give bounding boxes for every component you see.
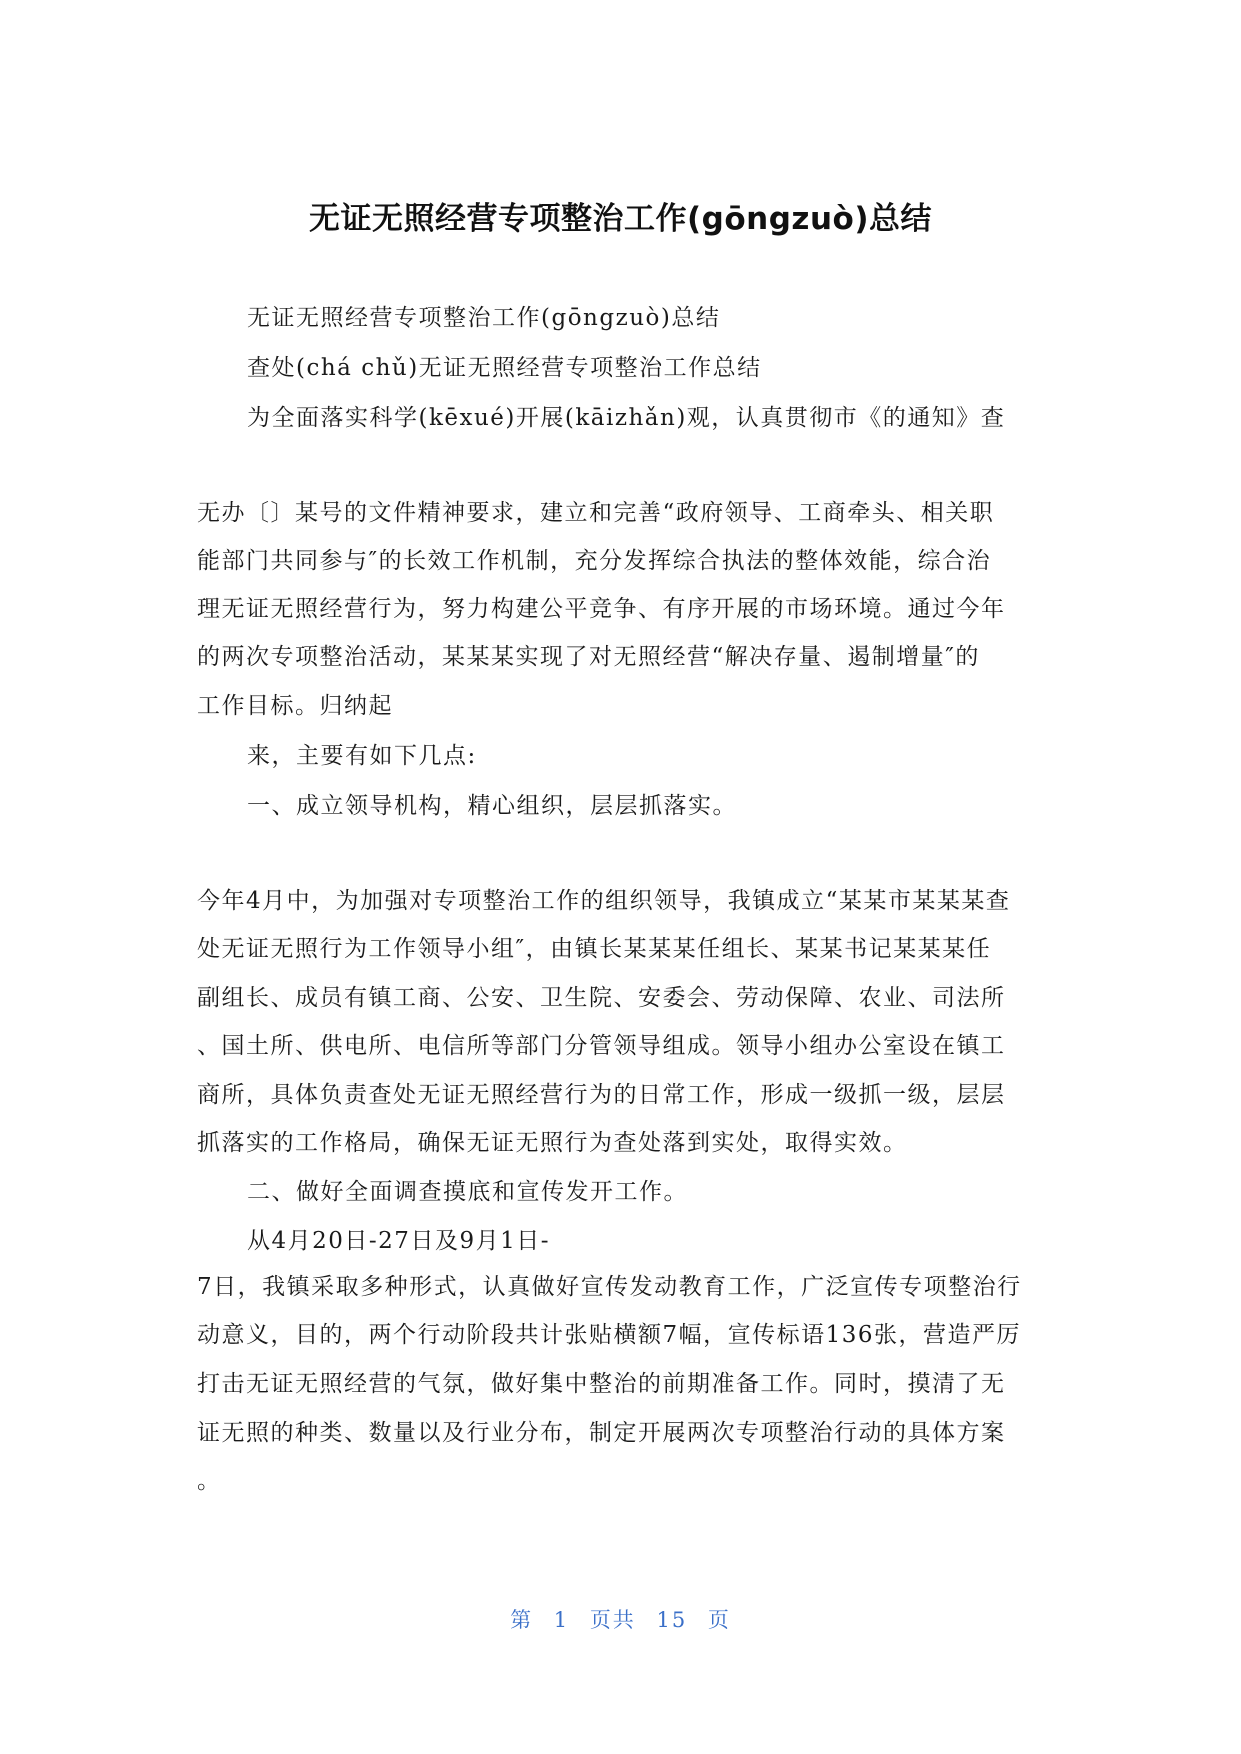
footer-total-pages: 15: [656, 1608, 688, 1632]
paragraph-line: 无办〔〕某号的文件精神要求，建立和完善“政府领导、工商牵头、相关职: [197, 500, 995, 526]
paragraph-line: 从4月20日-27日及9月1日-: [247, 1228, 550, 1254]
paragraph-line: 。: [197, 1468, 222, 1494]
footer-prefix: 第: [510, 1608, 534, 1632]
paragraph-line: 理无证无照经营行为，努力构建公平竞争、有序开展的市场环境。通过今年: [197, 596, 1006, 622]
paragraph-line: 工作目标。归纳起: [197, 693, 393, 719]
paragraph-line: 副组长、成员有镇工商、公安、卫生院、安委会、劳动保障、农业、司法所: [197, 985, 1006, 1011]
paragraph-line: 打击无证无照经营的气氛，做好集中整治的前期准备工作。同时，摸清了无: [197, 1371, 1006, 1397]
section-heading: 一、成立领导机构，精心组织，层层抓落实。: [247, 793, 737, 819]
paragraph-line: 能部门共同参与″的长效工作机制，充分发挥综合执法的整体效能，综合治: [197, 548, 992, 574]
section-heading: 二、做好全面调查摸底和宣传发开工作。: [247, 1179, 688, 1205]
footer-suffix: 页: [707, 1608, 731, 1632]
paragraph-line: 动意义，目的，两个行动阶段共计张贴横额7幅，宣传标语136张，营造严厉: [197, 1322, 1022, 1348]
paragraph-line: 7日，我镇采取多种形式，认真做好宣传发动教育工作，广泛宣传专项整治行: [197, 1274, 1022, 1300]
paragraph-line: 今年4月中，为加强对专项整治工作的组织领导，我镇成立“某某市某某某查: [197, 888, 1011, 914]
paragraph-line: 无证无照经营专项整治工作(gōngzuò)总结: [247, 305, 721, 331]
paragraph-line: 商所，具体负责查处无证无照经营行为的日常工作，形成一级抓一级，层层: [197, 1082, 1006, 1108]
footer-page-number: 1: [553, 1608, 570, 1632]
paragraph-line: 查处(chá chǔ)无证无照经营专项整治工作总结: [247, 355, 762, 381]
paragraph-line: 、国土所、供电所、电信所等部门分管领导组成。领导小组办公室设在镇工: [197, 1033, 1006, 1059]
paragraph-line: 处无证无照行为工作领导小组″，由镇长某某某任组长、某某书记某某某任: [197, 936, 992, 962]
document-title: 无证无照经营专项整治工作(gōngzuò)总结: [309, 201, 932, 237]
page-footer: [0, 1604, 1241, 1634]
paragraph-line: 抓落实的工作格局，确保无证无照行为查处落到实处，取得实效。: [197, 1130, 908, 1156]
paragraph-line: 证无照的种类、数量以及行业分布，制定开展两次专项整治行动的具体方案: [197, 1420, 1006, 1446]
footer-middle: 页共: [589, 1608, 636, 1632]
paragraph-line: 为全面落实科学(kēxué)开展(kāizhǎn)观，认真贯彻市《的通知》查: [247, 405, 1006, 431]
paragraph-line: 来，主要有如下几点:: [247, 743, 477, 769]
paragraph-line: 的两次专项整治活动，某某某实现了对无照经营“解决存量、遏制增量″的: [197, 644, 980, 670]
